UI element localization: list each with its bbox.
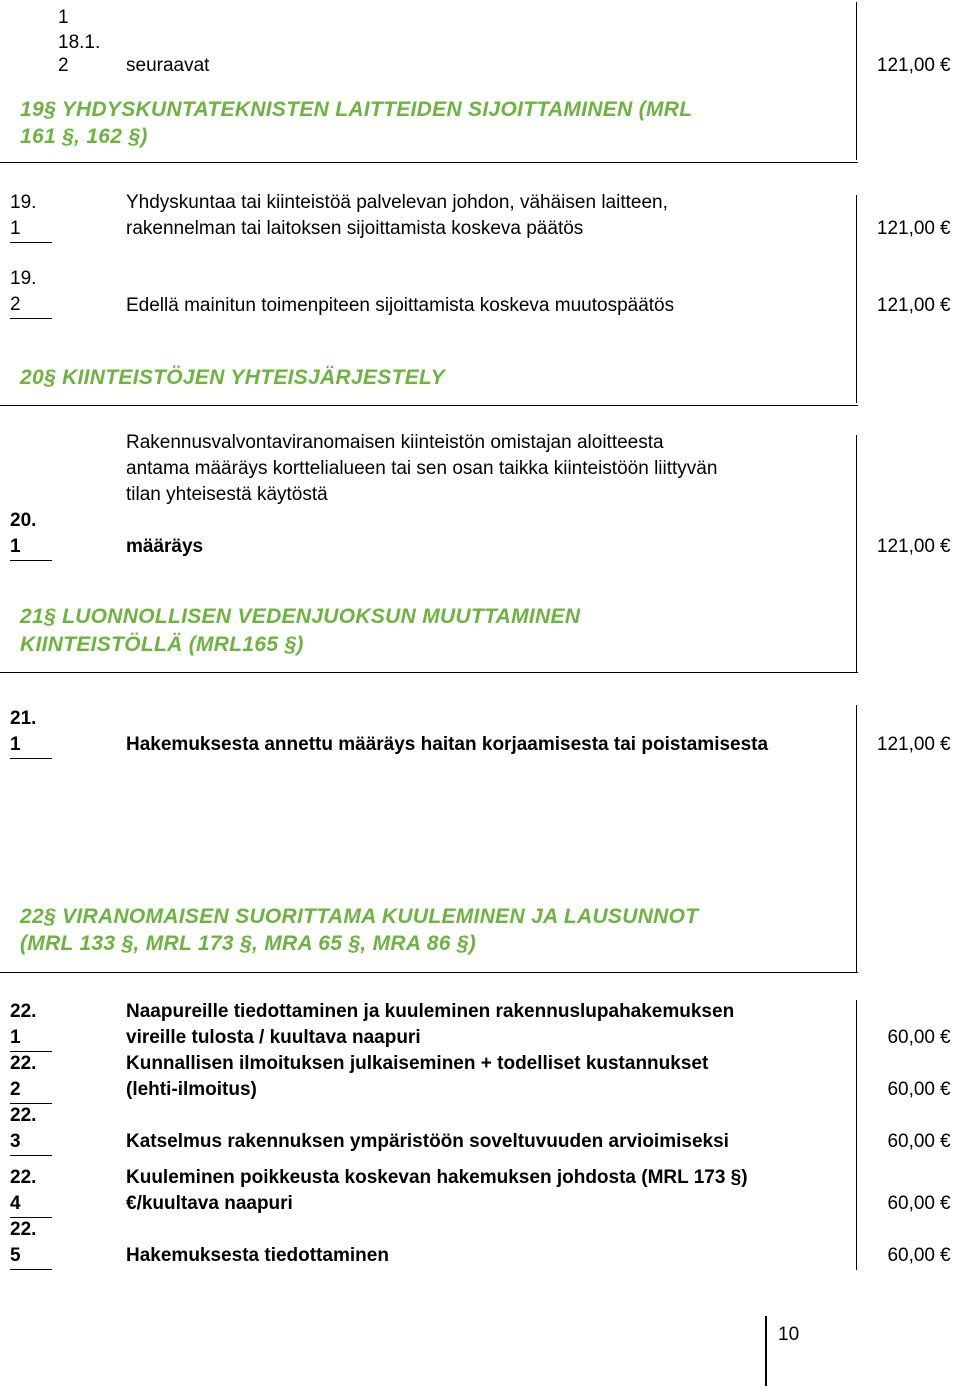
- item-number-part: 22.: [10, 1167, 37, 1188]
- column-divider: [856, 2, 857, 160]
- item-text: Katselmus rakennuksen ympäristöön soveltuvuuden arvioimiseksi: [126, 1131, 729, 1152]
- item-text: Hakemuksesta annettu määräys haitan korjaamisesta tai poistamisesta: [126, 734, 769, 755]
- item-number: 1: [58, 7, 69, 28]
- price: 60,00: [887, 1131, 935, 1152]
- euro-sign: €: [940, 1245, 951, 1266]
- item-number-part: 1: [10, 734, 21, 755]
- item-number: [10, 1103, 52, 1156]
- item-number-part: 22.: [10, 1001, 37, 1022]
- item-number-part: 21.: [10, 708, 37, 729]
- item-number: [10, 999, 52, 1052]
- column-divider: [856, 705, 857, 973]
- item-number-part: 1: [10, 536, 21, 557]
- item-number: [10, 1051, 52, 1104]
- item-number: [10, 508, 52, 561]
- section-rule: [0, 672, 858, 673]
- item-number: 18.1.: [58, 32, 101, 53]
- price: 121,00: [876, 55, 935, 76]
- item-text: seuraavat: [126, 55, 210, 76]
- euro-sign: €: [940, 536, 951, 557]
- item-text: tilan yhteisestä käytöstä: [126, 484, 328, 505]
- item-text: Rakennusvalvontaviranomaisen kiinteistön omistajan aloitteesta: [126, 432, 664, 453]
- euro-sign: €: [940, 55, 951, 76]
- item-number-part: 19.: [10, 192, 37, 213]
- item-number-part: 20.: [10, 510, 37, 531]
- euro-sign: €: [940, 1027, 951, 1048]
- item-number: [10, 1165, 52, 1218]
- item-number: [10, 1217, 52, 1270]
- euro-sign: €: [940, 1079, 951, 1100]
- euro-sign: €: [940, 218, 951, 239]
- euro-sign: €: [940, 295, 951, 316]
- item-number-part: 3: [10, 1131, 21, 1152]
- item-number-part: 1: [10, 1027, 21, 1048]
- item-number-part: 22.: [10, 1053, 37, 1074]
- price: 121,00: [876, 734, 935, 755]
- item-number-part: 4: [10, 1193, 21, 1214]
- item-text: Naapureille tiedottaminen ja kuuleminen rakennuslupahakemuksen: [126, 1001, 735, 1022]
- euro-sign: €: [940, 1131, 951, 1152]
- column-divider: [856, 435, 857, 673]
- item-number-part: 2: [10, 294, 21, 315]
- column-divider: [856, 195, 857, 403]
- section-heading: KIINTEISTÖLLÄ (MRL165 §): [20, 633, 304, 656]
- item-number: [10, 706, 52, 759]
- item-text: antama määräys korttelialueen tai sen osan taikka kiinteistöön liittyvän: [126, 458, 718, 479]
- price: 60,00: [887, 1245, 935, 1266]
- item-number-part: 1: [10, 218, 21, 239]
- section-rule: [0, 405, 858, 406]
- section-rule: [0, 162, 858, 163]
- section-rule: [0, 972, 858, 973]
- item-number: [10, 190, 52, 243]
- price: 60,00: [887, 1027, 935, 1048]
- item-text: rakennelman tai laitoksen sijoittamista koskeva päätös: [126, 218, 584, 239]
- item-number-part: 5: [10, 1245, 21, 1266]
- price: 121,00: [876, 536, 935, 557]
- item-number: 2: [58, 55, 69, 76]
- item-number-part: 19.: [10, 268, 37, 289]
- item-text: vireille tulosta / kuultava naapuri: [126, 1027, 421, 1048]
- euro-sign: €: [940, 1193, 951, 1214]
- euro-sign: €: [940, 734, 951, 755]
- price: 60,00: [887, 1193, 935, 1214]
- item-number: [10, 266, 52, 319]
- item-text: Edellä mainitun toimenpiteen sijoittamista koskeva muutospäätös: [126, 295, 675, 316]
- item-number-part: 22.: [10, 1219, 37, 1240]
- section-heading: 161 §, 162 §): [20, 125, 148, 148]
- section-heading: (MRL 133 §, MRL 173 §, MRA 65 §, MRA 86 §): [20, 932, 477, 955]
- section-heading: 22§ VIRANOMAISEN SUORITTAMA KUULEMINEN JA LAUSUNNOT: [20, 905, 699, 928]
- column-divider: [856, 1000, 857, 1270]
- item-text: €/kuultava naapuri: [126, 1193, 293, 1214]
- item-text: (lehti-ilmoitus): [126, 1079, 257, 1100]
- price: 121,00: [876, 218, 935, 239]
- section-heading: 19§ YHDYSKUNTATEKNISTEN LAITTEIDEN SIJOITTAMINEN (MRL: [20, 98, 693, 121]
- price: 60,00: [887, 1079, 935, 1100]
- section-heading: 20§ KIINTEISTÖJEN YHTEISJÄRJESTELY: [20, 366, 445, 389]
- price: 121,00: [876, 295, 935, 316]
- item-text: Kuuleminen poikkeusta koskevan hakemuksen johdosta (MRL 173 §): [126, 1167, 748, 1188]
- item-text: Hakemuksesta tiedottaminen: [126, 1245, 389, 1266]
- item-number-part: 22.: [10, 1105, 37, 1126]
- page-number: 10: [778, 1324, 800, 1345]
- item-text: Kunnallisen ilmoituksen julkaiseminen + todelliset kustannukset: [126, 1053, 709, 1074]
- item-number-part: 2: [10, 1079, 21, 1100]
- item-text: Yhdyskuntaa tai kiinteistöä palvelevan johdon, vähäisen laitteen,: [126, 192, 668, 213]
- item-text: määräys: [126, 536, 204, 557]
- page-number-bar: [765, 1316, 767, 1386]
- section-heading: 21§ LUONNOLLISEN VEDENJUOKSUN MUUTTAMINEN: [20, 605, 581, 628]
